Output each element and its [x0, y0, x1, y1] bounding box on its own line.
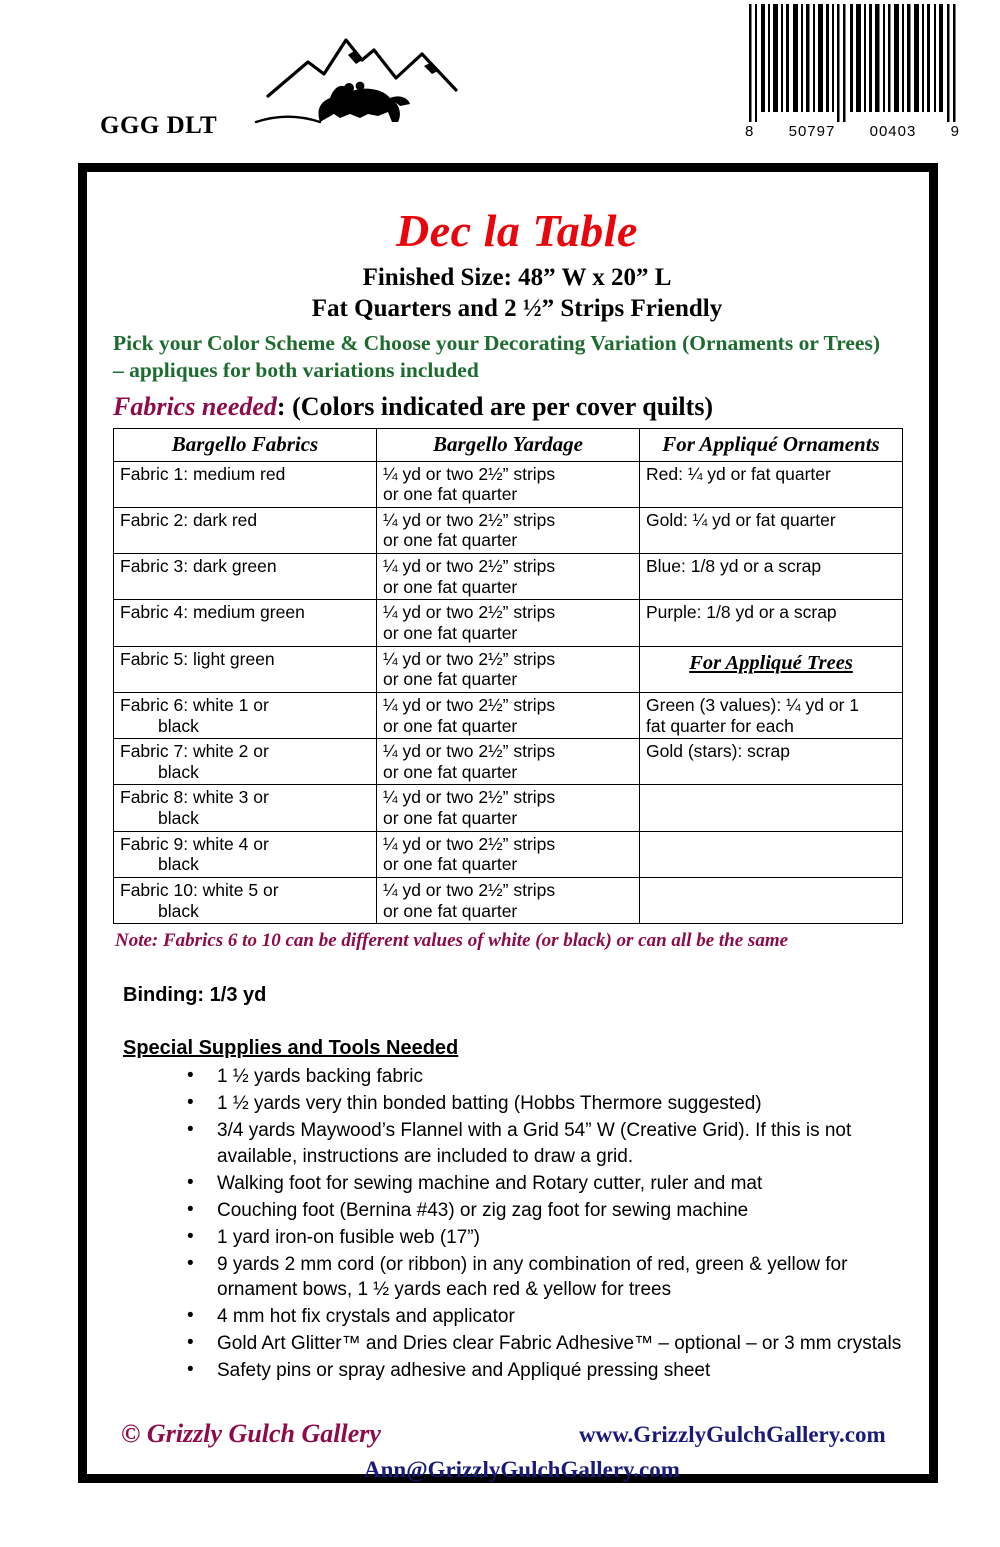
- table-row: [114, 692, 903, 738]
- copyright-line: © Grizzly Gulch Gallery: [121, 1419, 381, 1449]
- applique-line-1: Blue: 1/8 yd or a scrap: [646, 556, 822, 577]
- fabric-name-text: Fabric 3: dark green: [120, 556, 277, 577]
- binding-line: Binding: 1/3 yd: [123, 984, 267, 1007]
- page-header: [0, 0, 1000, 160]
- mountain-bear-logo: [250, 18, 480, 143]
- fabric-name-text: Fabric 4: medium green: [120, 602, 305, 623]
- applique-trees-subheading: For Appliqué Trees: [689, 651, 853, 674]
- color-scheme-note: [113, 330, 925, 384]
- yardage-line-1: ¼ yd or two 2½” strips: [383, 880, 556, 901]
- barcode-digits: [745, 123, 960, 140]
- table-row: [114, 739, 903, 785]
- fabric-name-text-2: black: [158, 761, 199, 782]
- table-row: [114, 878, 903, 924]
- yardage-8: [377, 785, 640, 831]
- fabric-name-text-2: black: [158, 715, 199, 736]
- fabric-name-6: [114, 692, 377, 738]
- fabric-name-9: [114, 831, 377, 877]
- color-scheme-line-2: – appliques for both variations included: [113, 357, 479, 382]
- upc-barcode: [745, 4, 960, 149]
- yardage-line-2: or one fat quarter: [383, 530, 518, 551]
- fabric-name-text: Fabric 5: light green: [120, 648, 275, 669]
- supplies-list: [109, 1064, 925, 1383]
- yardage-5: [377, 646, 640, 692]
- list-item: • Walking foot for sewing machine and Rotary cutter, ruler and mat: [187, 1171, 925, 1196]
- yardage-line-2: or one fat quarter: [383, 808, 518, 829]
- list-item: • 9 yards 2 mm cord (or ribbon) in any combination of red, green & yellow for ornament bows, 1 ½ yards each red & yellow for trees: [187, 1252, 925, 1302]
- yardage-3: [377, 554, 640, 600]
- fabrics-needed-rest: : (Colors indicated are per cover quilts): [276, 391, 714, 421]
- list-item: • 4 mm hot fix crystals and applicator: [187, 1304, 925, 1329]
- table-row: [114, 646, 903, 692]
- fabric-name-text-2: black: [158, 900, 199, 921]
- fabric-name-text: Fabric 1: medium red: [120, 463, 286, 484]
- applique-1: [640, 461, 903, 507]
- fabric-name-2: [114, 507, 377, 553]
- yardage-4: [377, 600, 640, 646]
- applique-2: [640, 507, 903, 553]
- applique-line-2: fat quarter for each: [646, 715, 794, 736]
- fabric-name-text: Fabric 6: white 1 or: [120, 694, 269, 715]
- table-row: [114, 461, 903, 507]
- table-row: [114, 554, 903, 600]
- table-row: [114, 507, 903, 553]
- yardage-9: [377, 831, 640, 877]
- table-row: [114, 785, 903, 831]
- pattern-card: [78, 163, 938, 1483]
- applique-line-1: Purple: 1/8 yd or a scrap: [646, 602, 837, 623]
- table-row: [114, 831, 903, 877]
- yardage-line-2: or one fat quarter: [383, 854, 518, 875]
- yardage-7: [377, 739, 640, 785]
- yardage-line-1: ¼ yd or two 2½” strips: [383, 602, 556, 623]
- applique-10: [640, 878, 903, 924]
- list-item: • 1 ½ yards backing fabric: [187, 1064, 925, 1089]
- fabrics-needed-heading: [113, 392, 925, 422]
- applique-line-1: Red: ¼ yd or fat quarter: [646, 463, 831, 484]
- yardage-line-1: ¼ yd or two 2½” strips: [383, 556, 556, 577]
- table-header-row: [114, 428, 903, 461]
- fabric-name-5: [114, 646, 377, 692]
- page-title: Dec la Table: [396, 205, 638, 256]
- yardage-line-2: or one fat quarter: [383, 715, 518, 736]
- applique-trees-subheading-cell: [640, 646, 903, 692]
- fabric-name-text: Fabric 9: white 4 or: [120, 833, 269, 854]
- barcode-group-2: 00403: [869, 123, 917, 140]
- yardage-line-1: ¼ yd or two 2½” strips: [383, 787, 556, 808]
- fabric-name-1: [114, 461, 377, 507]
- yardage-line-2: or one fat quarter: [383, 623, 518, 643]
- yardage-line-1: ¼ yd or two 2½” strips: [383, 463, 556, 484]
- yardage-6: [377, 692, 640, 738]
- table-row: [114, 600, 903, 646]
- yardage-10: [377, 878, 640, 924]
- fabric-name-text-2: black: [158, 854, 199, 875]
- applique-6: [640, 692, 903, 738]
- fabric-name-4: [114, 600, 377, 646]
- finished-size-line: Finished Size: 48” W x 20” L: [362, 264, 672, 291]
- applique-9: [640, 831, 903, 877]
- supplies-heading: Special Supplies and Tools Needed: [123, 1037, 459, 1060]
- barcode-left-digit: 8: [745, 123, 755, 140]
- fabric-name-8: [114, 785, 377, 831]
- fabric-name-text: Fabric 8: white 3 or: [120, 787, 269, 808]
- yardage-line-1: ¼ yd or two 2½” strips: [383, 741, 556, 762]
- list-item: • Safety pins or spray adhesive and Appliqué pressing sheet: [187, 1358, 925, 1383]
- fabric-name-3: [114, 554, 377, 600]
- fabrics-table: [113, 428, 903, 925]
- fabric-name-text: Fabric 10: white 5 or: [120, 880, 279, 901]
- yardage-1: [377, 461, 640, 507]
- fabric-name-text: Fabric 2: dark red: [120, 509, 258, 530]
- fabric-name-7: [114, 739, 377, 785]
- yardage-line-2: or one fat quarter: [383, 900, 518, 921]
- list-item: • Couching foot (Bernina #43) or zig zag foot for sewing machine: [187, 1198, 925, 1223]
- email-link[interactable]: Ann@GrizzlyGulchGallery.com: [364, 1457, 680, 1483]
- yardage-2: [377, 507, 640, 553]
- fabric-name-10: [114, 878, 377, 924]
- barcode-right-digit: 9: [950, 123, 960, 140]
- column-header-fabrics: Bargello Fabrics: [114, 428, 377, 461]
- fabrics-needed-label: Fabrics needed: [113, 391, 277, 421]
- column-header-ornaments: For Appliqué Ornaments: [640, 428, 903, 461]
- applique-8: [640, 785, 903, 831]
- applique-line-1: Gold: ¼ yd or fat quarter: [646, 509, 836, 530]
- website-link[interactable]: www.GrizzlyGulchGallery.com: [579, 1422, 886, 1448]
- list-item: • Gold Art Glitter™ and Dries clear Fabric Adhesive™ – optional – or 3 mm crystals: [187, 1331, 925, 1356]
- fabric-name-text: Fabric 7: white 2 or: [120, 741, 269, 762]
- yardage-line-1: ¼ yd or two 2½” strips: [383, 694, 556, 715]
- applique-7: [640, 739, 903, 785]
- applique-line-1: Gold (stars): scrap: [646, 741, 790, 762]
- column-header-yardage: Bargello Yardage: [377, 428, 640, 461]
- yardage-line-2: or one fat quarter: [383, 576, 518, 597]
- yardage-line-1: ¼ yd or two 2½” strips: [383, 648, 556, 669]
- list-item: • 3/4 yards Maywood’s Flannel with a Grid 54” W (Creative Grid). If this is not available, instructions are included to draw a grid.: [187, 1118, 925, 1168]
- page-footer: [109, 1419, 925, 1505]
- applique-line-1: Green (3 values): ¼ yd or 1: [646, 694, 860, 715]
- yardage-line-2: or one fat quarter: [383, 669, 518, 690]
- yardage-line-1: ¼ yd or two 2½” strips: [383, 833, 556, 854]
- list-item: • 1 yard iron-on fusible web (17”): [187, 1225, 925, 1250]
- fabric-name-text-2: black: [158, 808, 199, 829]
- applique-4: [640, 600, 903, 646]
- applique-3: [640, 554, 903, 600]
- yardage-line-1: ¼ yd or two 2½” strips: [383, 509, 556, 530]
- strips-friendly-line: Fat Quarters and 2 ½” Strips Friendly: [311, 294, 723, 322]
- yardage-line-2: or one fat quarter: [383, 484, 518, 505]
- color-scheme-line-1: Pick your Color Scheme & Choose your Decorating Variation (Ornaments or Trees): [113, 331, 880, 355]
- sku-code: GGG DLT: [100, 112, 218, 139]
- list-item: • 1 ½ yards very thin bonded batting (Hobbs Thermore suggested): [187, 1091, 925, 1116]
- barcode-group-1: 50797: [788, 123, 836, 140]
- yardage-line-2: or one fat quarter: [383, 761, 518, 782]
- fabrics-note: Note: Fabrics 6 to 10 can be different values of white (or black) or can all be the same: [115, 930, 789, 952]
